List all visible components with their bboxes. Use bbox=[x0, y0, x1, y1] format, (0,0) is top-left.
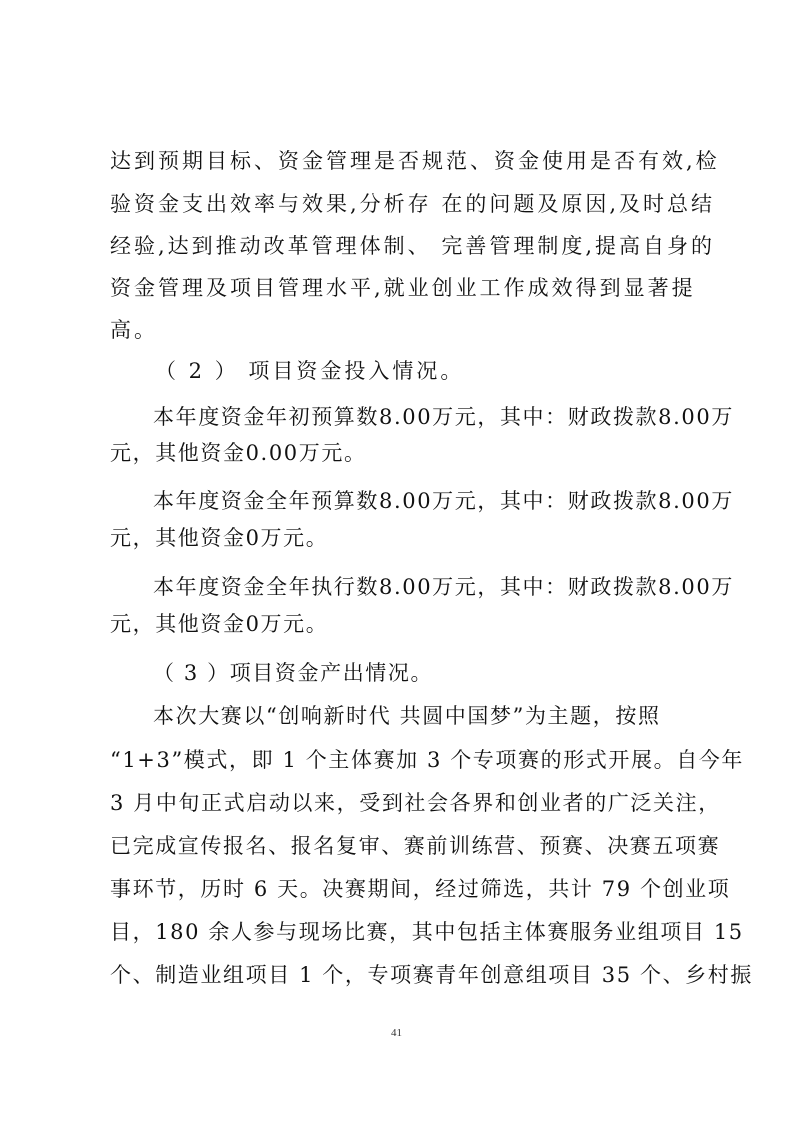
text-line: 已完成宣传报名、报名复审、赛前训练营、预赛、决赛五项赛 bbox=[110, 834, 721, 858]
section-heading-2: （ 2 ） 项目资金投入情况。 bbox=[155, 359, 465, 383]
text-line: 达到预期目标、资金管理是否规范、资金使用是否有效,检 bbox=[110, 149, 720, 173]
text-line: 个、制造业组项目 1 个，专项赛青年创意组项目 35 个、乡村振 bbox=[110, 963, 753, 987]
text-line: 事环节，历时 6 天。决赛期间，经过筛选，共计 79 个创业项 bbox=[110, 877, 731, 901]
text-line: 3 月中旬正式启动以来，受到社会各界和创业者的广泛关注， bbox=[110, 791, 721, 815]
text-line: 本年度资金全年预算数8.00万元，其中：财政拨款8.00万 bbox=[153, 489, 734, 513]
text-line: “1+3”模式，即 1 个主体赛加 3 个专项赛的形式开展。自今年 bbox=[110, 748, 745, 772]
text-line: 验资金支出效率与效果,分析存 在的问题及原因,及时总结 bbox=[110, 192, 716, 216]
text-line: 经验,达到推动改革管理体制、 完善管理制度,提高自身的 bbox=[110, 234, 716, 258]
text-line: 本次大赛以“创响新时代 共圆中国梦”为主题，按照 bbox=[153, 704, 661, 728]
text-line: 元，其他资金0.00万元。 bbox=[110, 441, 367, 465]
section-heading-3: （ 3 ）项目资金产出情况。 bbox=[153, 661, 434, 685]
page-number: 41 bbox=[391, 1027, 402, 1039]
text-line: 本年度资金全年执行数8.00万元，其中：财政拨款8.00万 bbox=[153, 575, 734, 599]
text-line: 本年度资金年初预算数8.00万元，其中：财政拨款8.00万 bbox=[153, 405, 734, 429]
text-line: 高。 bbox=[110, 318, 158, 342]
text-line: 元，其他资金0万元。 bbox=[110, 526, 329, 550]
text-line: 资金管理及项目管理水平,就业创业工作成效得到显著提 bbox=[110, 276, 696, 300]
text-line: 目，180 余人参与现场比赛，其中包括主体赛服务业组项目 15 bbox=[110, 920, 744, 944]
text-line: 元，其他资金0万元。 bbox=[110, 612, 329, 636]
